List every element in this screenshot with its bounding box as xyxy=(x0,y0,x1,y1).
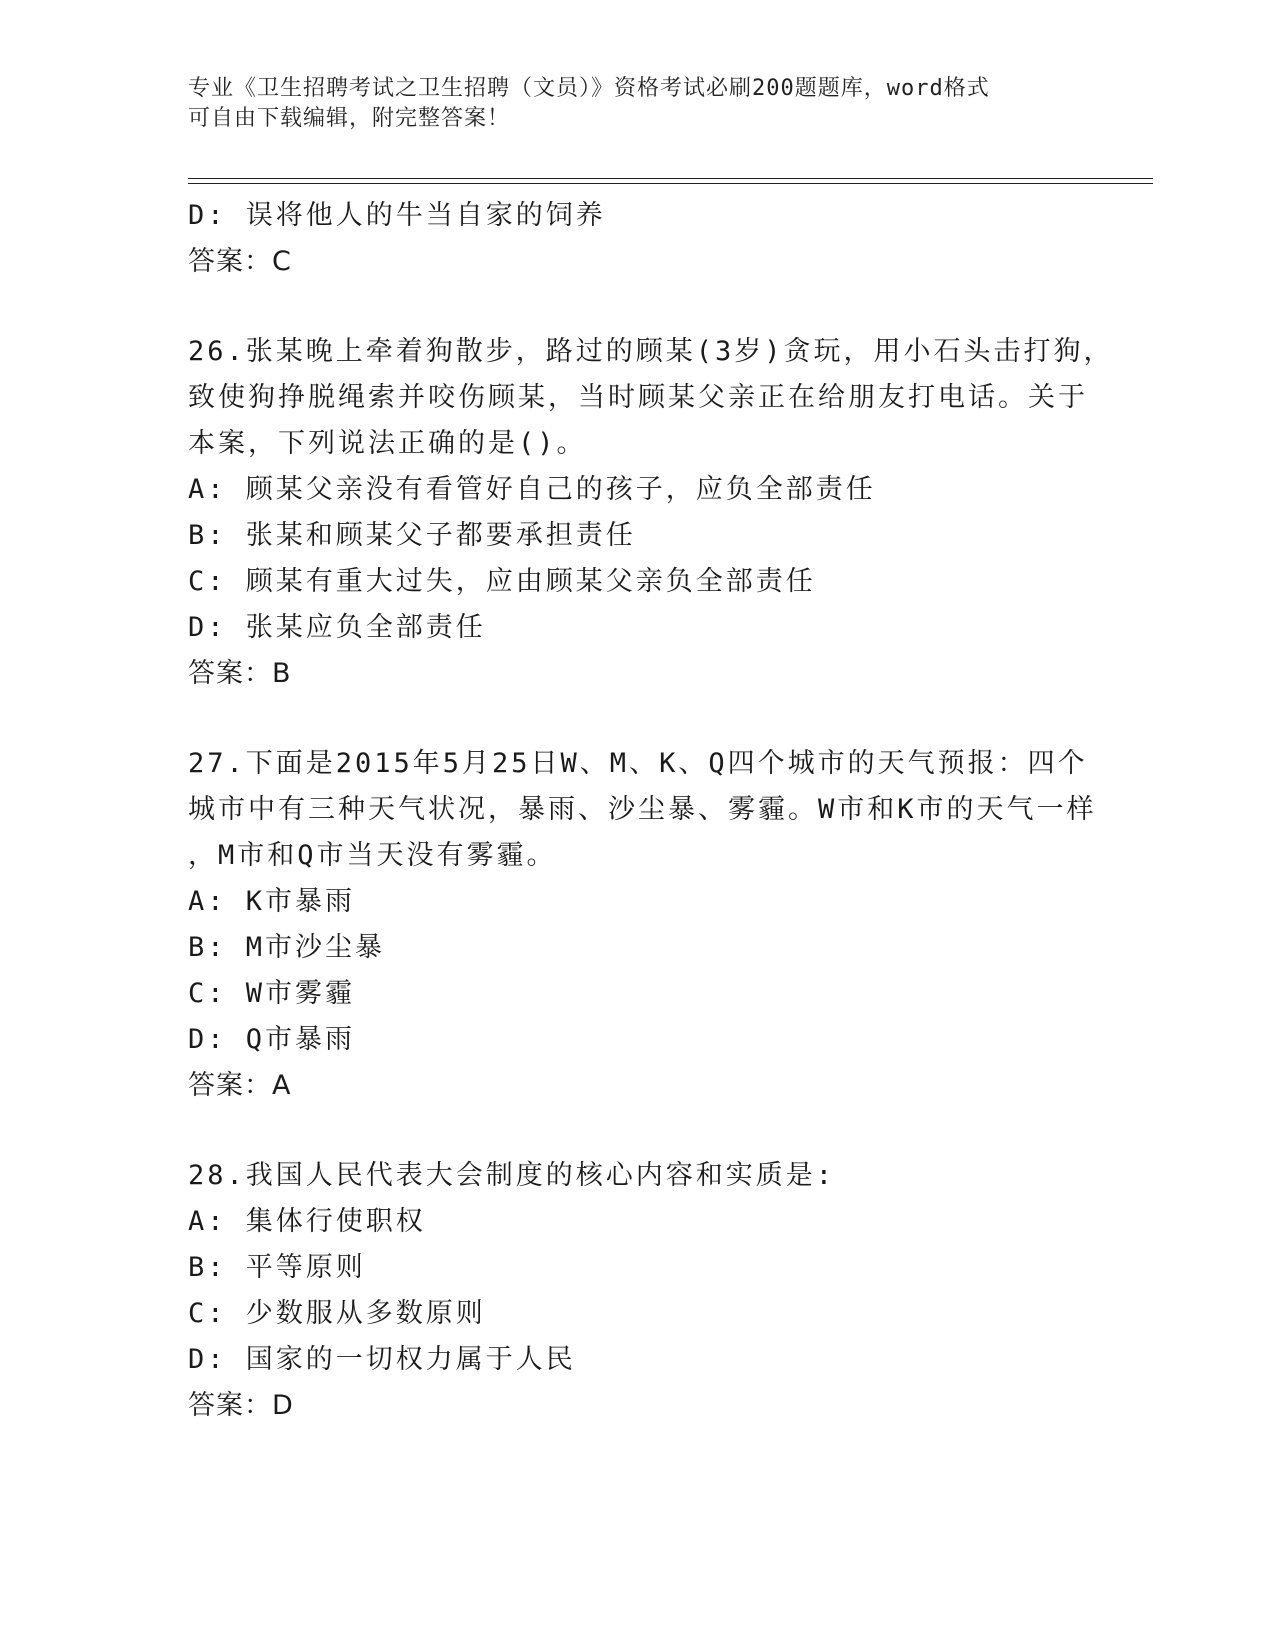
question-stem-line: 26.张某晚上牵着狗散步，路过的顾某(3岁)贪玩，用小石头击打狗， xyxy=(188,336,1114,367)
answer-label: 答案：D xyxy=(188,1390,294,1421)
question-27 xyxy=(188,741,1097,1109)
answer-label: 答案：C xyxy=(188,246,292,277)
question-stem-line: 27.下面是2015年5月25日W、M、K、Q四个城市的天气预报：四个 xyxy=(188,748,1088,779)
option-d: D: 误将他人的牛当自家的饲养 xyxy=(188,200,606,231)
option-d: D: 张某应负全部责任 xyxy=(188,612,486,643)
header-line-2: 可自由下载编辑，附完整答案！ xyxy=(188,106,511,131)
question-28 xyxy=(188,1153,1088,1429)
option-d: D: Q市暴雨 xyxy=(188,1024,356,1055)
question-stem-line: 致使狗挣脱绳索并咬伤顾某，当时顾某父亲正在给朋友打电话。关于 xyxy=(188,382,1088,413)
spacer xyxy=(188,697,1088,741)
question-list xyxy=(188,193,1114,1429)
question-26 xyxy=(188,329,1114,697)
answer-label: 答案：B xyxy=(188,658,292,689)
question-25-tail xyxy=(188,193,1088,285)
option-c: C: 顾某有重大过失，应由顾某父亲负全部责任 xyxy=(188,566,816,597)
header-rule-bottom xyxy=(188,183,1153,184)
document-header xyxy=(188,74,1088,134)
option-d: D: 国家的一切权力属于人民 xyxy=(188,1344,576,1375)
spacer xyxy=(188,285,1088,329)
option-a: A: 集体行使职权 xyxy=(188,1206,426,1237)
question-stem-line: 城市中有三种天气状况，暴雨、沙尘暴、雾霾。W市和K市的天气一样 xyxy=(188,794,1097,825)
spacer xyxy=(188,1109,1088,1153)
answer-label: 答案：A xyxy=(188,1070,292,1101)
option-c: C: 少数服从多数原则 xyxy=(188,1298,486,1329)
header-line-1: 专业《卫生招聘考试之卫生招聘（文员）》资格考试必刷200题题库，word格式 xyxy=(188,76,990,101)
option-a: A: 顾某父亲没有看管好自己的孩子，应负全部责任 xyxy=(188,474,876,505)
option-c: C: W市雾霾 xyxy=(188,978,356,1009)
header-rule-top xyxy=(188,178,1153,179)
option-b: B: 张某和顾某父子都要承担责任 xyxy=(188,520,636,551)
question-stem-line: 28.我国人民代表大会制度的核心内容和实质是: xyxy=(188,1160,836,1191)
option-b: B: 平等原则 xyxy=(188,1252,366,1283)
question-stem-line: 本案，下列说法正确的是()。 xyxy=(188,428,587,459)
option-b: B: M市沙尘暴 xyxy=(188,932,386,963)
option-a: A: K市暴雨 xyxy=(188,886,356,917)
question-stem-line: ，M市和Q市当天没有雾霾。 xyxy=(188,840,557,871)
